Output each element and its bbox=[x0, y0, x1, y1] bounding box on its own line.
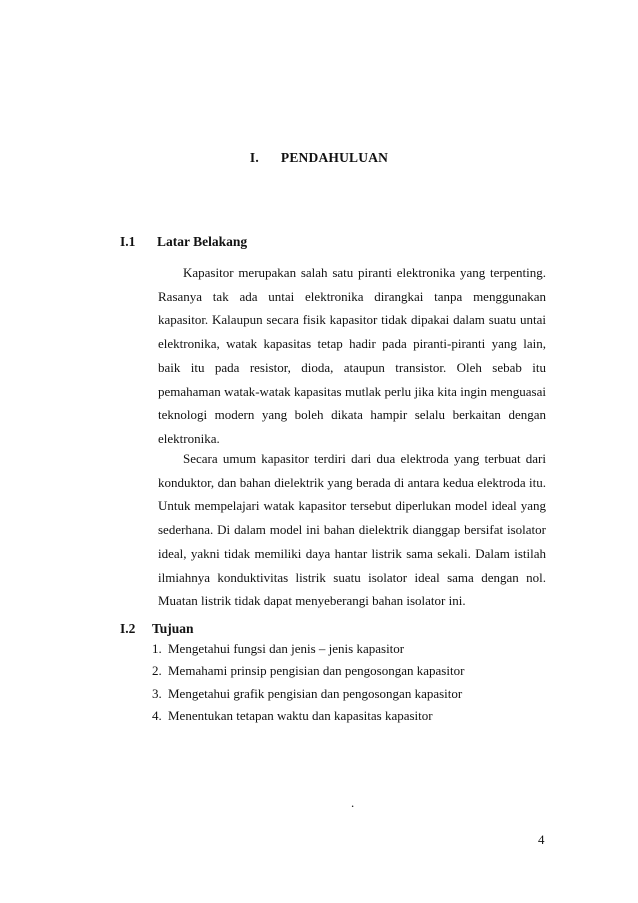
section-number: I.2 bbox=[120, 621, 136, 636]
list-item bbox=[152, 660, 552, 682]
section-number: I.1 bbox=[120, 234, 136, 249]
list-item-number: 1. bbox=[152, 641, 162, 656]
chapter-title-text: PENDAHULUAN bbox=[280, 150, 389, 165]
list-item-text: Mengetahui fungsi dan jenis – jenis kapasitor bbox=[168, 641, 405, 656]
footer-dot: . bbox=[351, 795, 355, 810]
page-number: 4 bbox=[538, 832, 545, 847]
section-title: Tujuan bbox=[152, 621, 194, 636]
list-item bbox=[152, 705, 552, 727]
chapter-number: I. bbox=[249, 150, 259, 165]
section-heading-latar-belakang bbox=[120, 234, 540, 254]
section-title: Latar Belakang bbox=[157, 234, 248, 249]
paragraph-2: Secara umum kapasitor terdiri dari dua elektroda yang terbuat dari konduktor, dan bahan dielektrik yang berada di antara kedua elektroda itu. Untuk mempelajari watak kapasitor tersebut diperlukan model ideal yang sederhana. Di dalam model ini bahan dielektrik dianggap bersifat isolator ideal, yakni tidak memiliki daya hantar listrik sama sekali. Dalam istilah ilmiahnya konduktivitas listrik suatu isolator ideal sama dengan nol. Muatan listrik tidak dapat menyeberangi bahan isolator ini. bbox=[158, 451, 546, 609]
list-item-text: Menentukan tetapan waktu dan kapasitas kapasitor bbox=[168, 707, 433, 723]
paragraph-1: Kapasitor merupakan salah satu piranti elektronika yang terpenting. Rasanya tak ada untai elektronika dirangkai tanpa menggunakan kapasitor. Kalaupun secara fisik kapasitor tidak dipakai dalam suatu untai elektronika, watak kapasitas tetap hadir pada piranti-piranti yang lain, baik itu pada resistor, dioda, ataupun transistor. Oleh sebab itu pemahaman watak-watak kapasitas mutlak perlu jika kita ingin menguasai teknologi modern yang boleh dikata hampir selalu berkaitan dengan elektronika. bbox=[158, 265, 546, 446]
objectives-list bbox=[152, 638, 552, 727]
list-item bbox=[152, 683, 552, 705]
list-item-number: 4. bbox=[152, 707, 162, 723]
list-item-number: 3. bbox=[152, 685, 162, 701]
chapter-title bbox=[0, 150, 638, 166]
list-item bbox=[152, 638, 552, 660]
list-item-number: 2. bbox=[152, 663, 162, 679]
list-item-text: Memahami prinsip pengisian dan pengosongan kapasitor bbox=[168, 663, 465, 679]
list-item-text: Mengetahui grafik pengisian dan pengosongan kapasitor bbox=[168, 685, 463, 701]
